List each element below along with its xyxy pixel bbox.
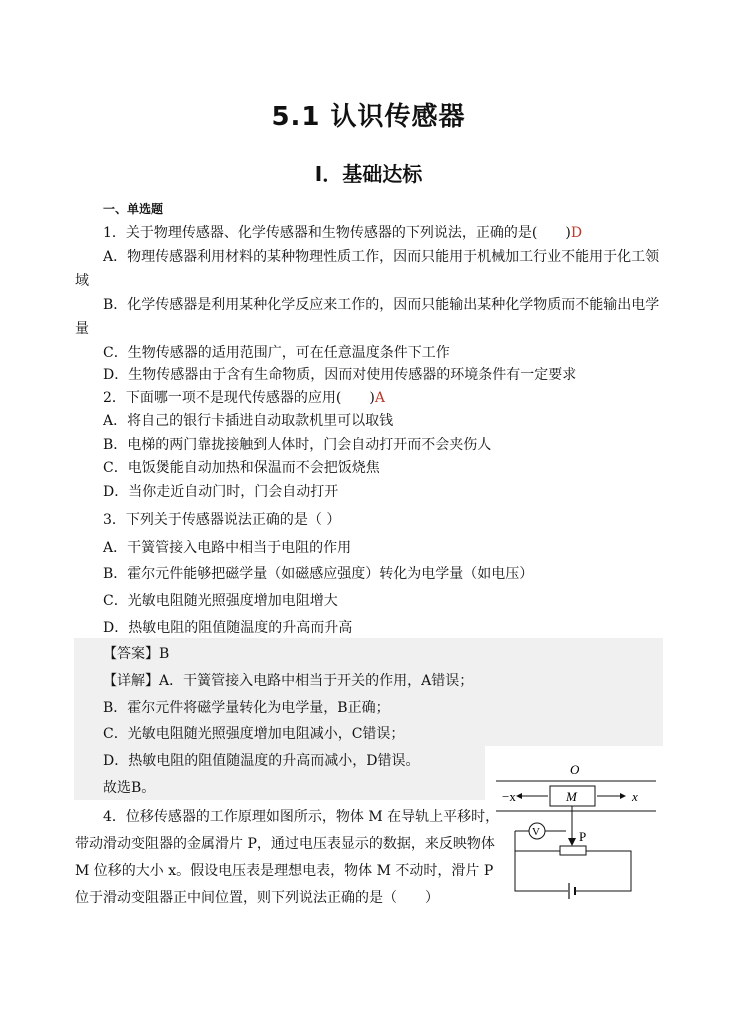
displacement-sensor-diagram	[488, 744, 662, 914]
section-heading: Ⅰ．基础达标	[314, 162, 423, 186]
q3-detail-b: B．霍尔元件将磁学量转化为电学量，B正确；	[103, 700, 390, 716]
q2-stem: 2．下面哪一项不是现代传感器的应用( )A	[103, 390, 385, 406]
neg-x-label: −x	[502, 789, 516, 804]
q4-line-3: M 位移的大小 x。假设电压表是理想电表，物体 M 不动时，滑片 P	[75, 863, 494, 879]
slider-arrow	[568, 838, 576, 846]
mass-label: M	[566, 789, 577, 804]
subsection-heading: 一、单选题	[103, 202, 164, 216]
q3-detail-c: C．光敏电阻随光照强度增加电阻减小，C错误；	[103, 726, 405, 742]
q3-answer: 【答案】B	[103, 646, 170, 662]
q2-option-a: A．将自己的银行卡插进自动取款机里可以取钱	[103, 413, 394, 429]
q4-line-2: 带动滑动变阻器的金属滑片 P，通过电压表显示的数据，来反映物体	[75, 836, 495, 852]
q3-option-b: B．霍尔元件能够把磁学量（如磁感应强度）转化为电学量（如电压）	[103, 566, 534, 582]
q2-answer: A	[374, 390, 385, 406]
q1-answer: D	[570, 225, 583, 241]
q1-option-b-cont: 量	[75, 321, 89, 337]
circuit-wire-right	[576, 851, 631, 891]
q3-detail-a: 【详解】A．干簧管接入电路中相当于开关的作用，A错误；	[103, 673, 474, 689]
voltmeter-label: V	[532, 826, 540, 838]
q3-option-d: D．热敏电阻的阻值随温度的升高而升高	[103, 620, 353, 636]
q3-option-c: C．光敏电阻随光照强度增加电阻增大	[103, 593, 338, 609]
q3-detail-d: D．热敏电阻的阻值随温度的升高而减小，D错误。	[103, 753, 420, 769]
pos-x-arrowhead	[620, 793, 626, 799]
q3-conclusion: 故选B。	[103, 780, 156, 796]
q1-option-a-cont: 域	[75, 273, 89, 289]
circuit-wire-left	[515, 851, 568, 891]
q1-option-d: D．生物传感器由于含有生命物质，因而对使用传感器的环境条件有一定要求	[103, 367, 577, 383]
slider-label: P	[579, 829, 587, 844]
pos-x-label: x	[632, 789, 638, 804]
origin-label: O	[570, 762, 580, 777]
q2-option-c: C．电饭煲能自动加热和保温而不会把饭烧焦	[103, 460, 380, 476]
q4-line-4: 位于滑动变阻器正中间位置，则下列说法正确的是（ ）	[75, 890, 439, 906]
q3-option-a: A．干簧管接入电路中相当于电阻的作用	[103, 540, 352, 556]
q1-option-c: C．生物传感器的适用范围广，可在任意温度条件下工作	[103, 345, 450, 361]
rheostat	[560, 846, 586, 855]
neg-x-arrowhead	[516, 793, 522, 799]
q2-option-d: D．当你走近自动门时，门会自动打开	[103, 484, 339, 500]
q1-option-b: B．化学传感器是利用某种化学反应来工作的，因而只能输出某种化学物质而不能输出电学	[103, 297, 660, 313]
page-title: 5.1 认识传感器	[271, 102, 466, 132]
q1-stem: 1．关于物理传感器、化学传感器和生物传感器的下列说法，正确的是( )D	[103, 225, 583, 241]
q2-option-b: B．电梯的两门靠拢接触到人体时，门会自动打开而不会夹伤人	[103, 437, 492, 453]
q3-stem: 3．下列关于传感器说法正确的是（ ）	[103, 512, 341, 528]
q1-option-a: A．物理传感器利用材料的某种物理性质工作，因而只能用于机械加工行业不能用于化工领	[103, 249, 660, 265]
q4-line-1: 4．位移传感器的工作原理如图所示，物体 M 在导轨上平移时，	[103, 809, 500, 825]
